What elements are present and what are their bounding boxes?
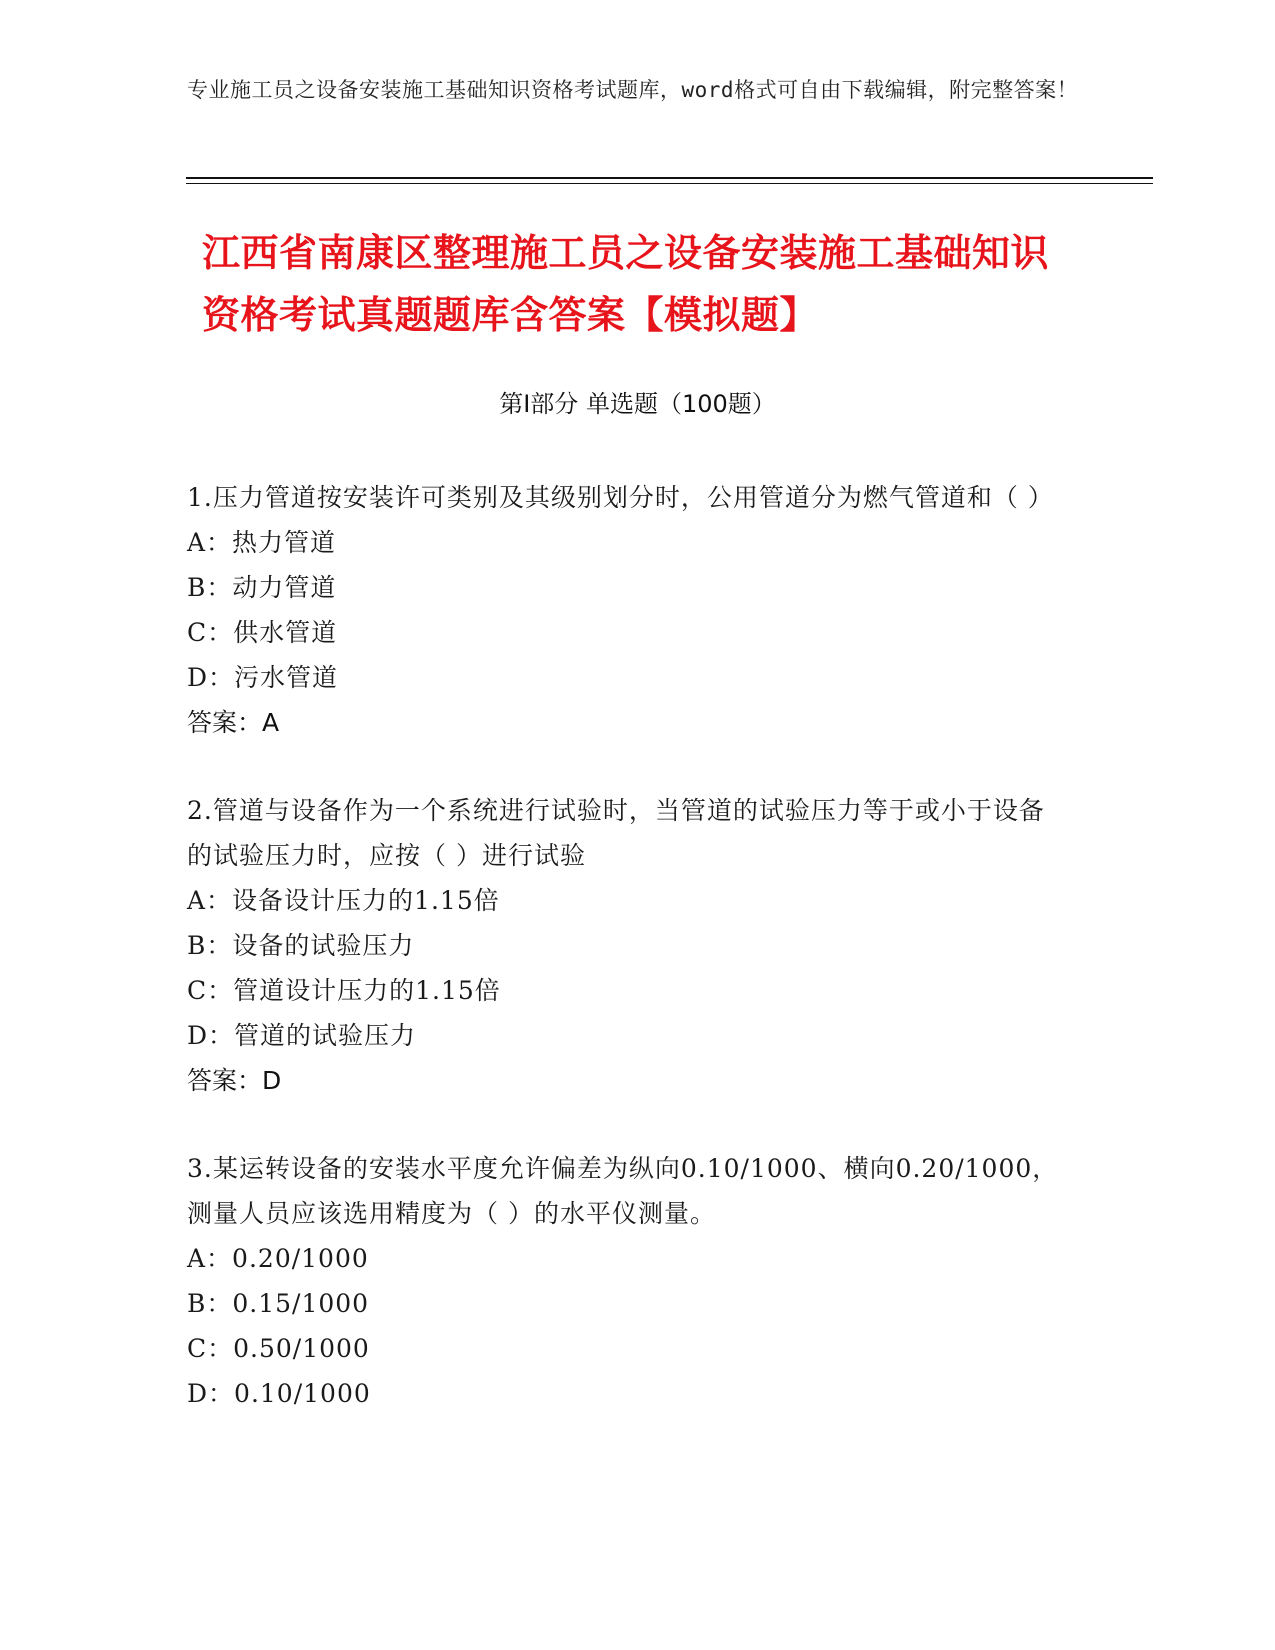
- answer: 答案：A: [187, 708, 280, 737]
- option-d: D：0.10/1000: [187, 1379, 371, 1408]
- option-a: A：设备设计压力的1.15倍: [187, 886, 500, 915]
- option-c: C：供水管道: [187, 618, 338, 647]
- option-b: B：设备的试验压力: [187, 931, 415, 960]
- option-d: D：污水管道: [187, 663, 339, 692]
- option-c: C：0.50/1000: [187, 1334, 370, 1363]
- question-1: [187, 475, 1067, 745]
- question-2: [187, 788, 1067, 1103]
- question-stem: 3.某运转设备的安装水平度允许偏差为纵向0.10/1000、横向0.20/1000，测量人员应该选用精度为（ ）的水平仪测量。: [187, 1154, 1059, 1228]
- option-a: A：热力管道: [187, 528, 337, 557]
- header-divider-thick: [186, 177, 1153, 179]
- option-a: A：0.20/1000: [187, 1244, 369, 1273]
- document-title: 江西省南康区整理施工员之设备安装施工基础知识资格考试真题题库含答案【模拟题】: [202, 231, 1050, 337]
- option-b: B：动力管道: [187, 573, 337, 602]
- question-list: [187, 475, 1067, 1459]
- section-title: 第Ⅰ部分 单选题（100题）: [499, 390, 776, 418]
- answer: 答案：D: [187, 1066, 282, 1095]
- question-stem: 2.管道与设备作为一个系统进行试验时，当管道的试验压力等于或小于设备的试验压力时，应按（ ）进行试验: [187, 796, 1045, 870]
- question-3: [187, 1146, 1067, 1416]
- question-stem: 1.压力管道按安装许可类别及其级别划分时，公用管道分为燃气管道和（ ）: [187, 483, 1054, 512]
- header-note: 专业施工员之设备安装施工基础知识资格考试题库，word格式可自由下载编辑，附完整答案！: [187, 78, 1079, 102]
- header-divider-thin: [186, 183, 1153, 184]
- option-d: D：管道的试验压力: [187, 1021, 417, 1050]
- option-c: C：管道设计压力的1.15倍: [187, 976, 501, 1005]
- option-b: B：0.15/1000: [187, 1289, 370, 1318]
